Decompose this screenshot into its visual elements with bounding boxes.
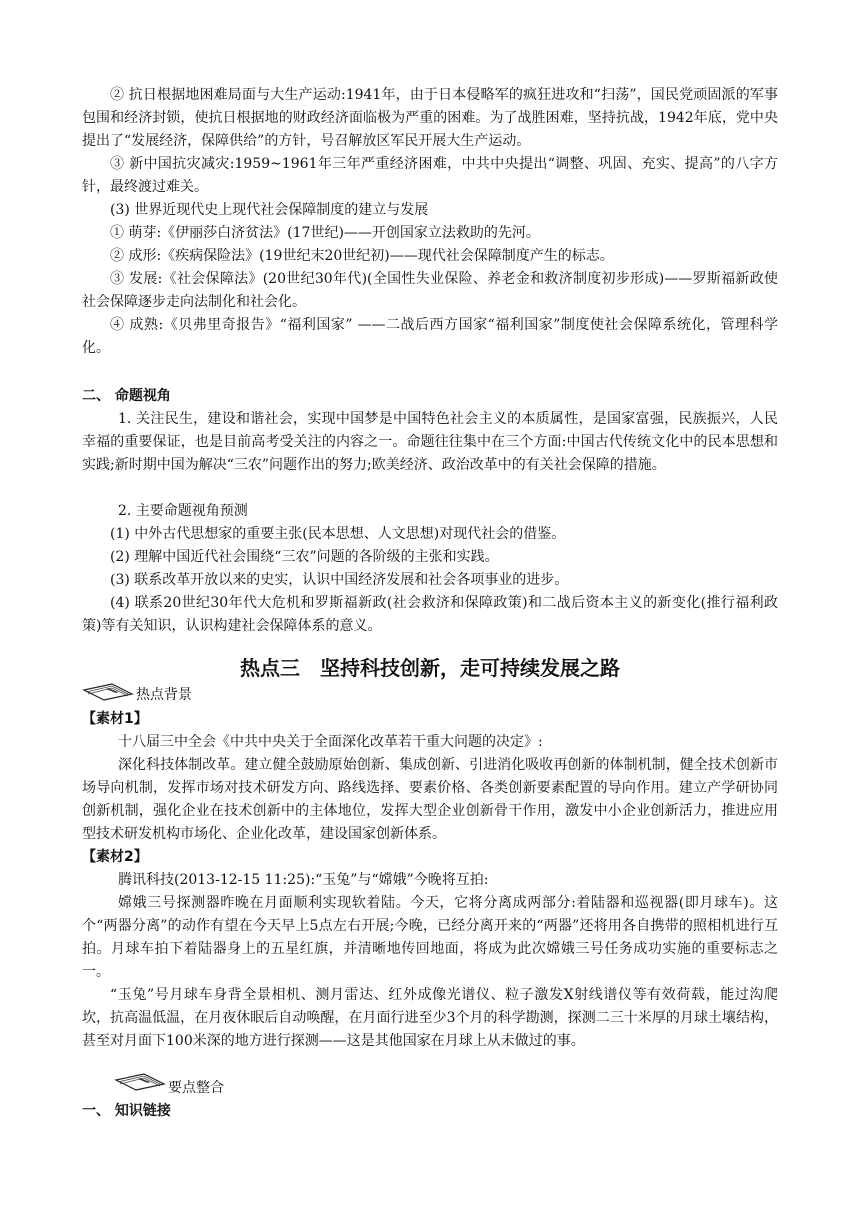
material-1-body: 深化科技体制改革。建立健全鼓励原始创新、集成创新、引进消化吸收再创新的体制机制，健全技术创新市场导向机制，发挥市场对技术研发方向、路线选择、要素价格、各类创新要素配置的导向作用。建立产学研协同创新机制，强化企业在技术创新中的主体地位，发挥大型企业创新骨干作用，激发中小企业创新活力，推进应用型技术研发机构市场化、企业化改革，建设国家创新体系。 xyxy=(82,757,778,842)
list-item-prediction-3: (3) 联系改革开放以来的史实，认识中国经济发展和社会各项事业的进步。 xyxy=(110,572,569,588)
list-item-prediction-4: (4) 联系20世纪30年代大危机和罗斯福新政(社会救济和保障政策)和二战后资本主义的新变化(推行福利政策)等有关知识，认识构建社会保障体系的意义。 xyxy=(82,595,778,634)
material-2-source: 腾讯科技(2013-12-15 11:25):“玉兔”与“嫦娥”今晚将互拍: xyxy=(118,872,489,888)
list-item-development: ③ 发展:《社会保障法》(20世纪30年代)(全国性失业保险、养老金和救济制度初步形成)——罗斯福新政使社会保障逐步走向法制化和社会化。 xyxy=(82,271,778,310)
pen-notebook-icon xyxy=(82,680,134,702)
section-heading-exam-perspective: 二、 命题视角 xyxy=(82,388,171,404)
list-item-maturity: ④ 成熟:《贝弗里奇报告》“福利国家” ——二战后西方国家“福利国家”制度使社会保障系统化，管理科学化。 xyxy=(82,317,778,356)
material-2-paragraph-2: “玉兔”号月球车身背全景相机、测月雷达、红外成像光谱仪、粒子激发X射线谱仪等有效荷载，能过沟爬坎，抗高温低温，在月夜休眠后自动唤醒，在月面行进至少3个月的科学勘测，探测二三十米厚的月球土壤结构，甚至对月面下100米深的地方进行探测——这是其他国家在月球上从未做过的事。 xyxy=(82,987,778,1049)
subsection-title-world-social-security: (3) 世界近现代史上现代社会保障制度的建立与发展 xyxy=(110,202,429,218)
section-heading-knowledge-links: 一、 知识链接 xyxy=(82,1103,171,1119)
paragraph-anti-japanese-base: ② 抗日根据地困难局面与大生产运动:1941年，由于日本侵略军的疯狂进攻和“扫荡”，国民党顽固派的军事包围和经济封锁，使抗日根据地的财政经济面临极为严重的困难。为了战胜困难，坚持抗战，1942年底，党中央提出了“发展经济，保障供给”的方针，号召解放区军民开展大生产运动。 xyxy=(82,87,778,149)
material-1-label: 【素材1】 xyxy=(82,711,148,727)
label-key-points: 要点整合 xyxy=(168,1080,224,1096)
pen-notebook-icon xyxy=(114,1070,166,1092)
label-hotspot-background: 热点背景 xyxy=(136,687,192,703)
list-item-formation: ② 成形:《疾病保险法》(19世纪末20世纪初)——现代社会保障制度产生的标志。 xyxy=(110,248,614,264)
material-1-source: 十八届三中全会《中共中央关于全面深化改革若干重大问题的决定》: xyxy=(118,734,543,750)
material-2-label: 【素材2】 xyxy=(82,849,148,865)
list-item-sprout: ① 萌芽:《伊丽莎白济贫法》(17世纪)——开创国家立法救助的先河。 xyxy=(110,225,540,241)
paragraph-prediction-heading: 2. 主要命题视角预测 xyxy=(118,503,248,519)
paragraph-new-china-disaster: ③ 新中国抗灾减灾:1959~1961年三年严重经济困难，中共中央提出“调整、巩固、充实、提高”的八字方针，最终渡过难关。 xyxy=(82,156,778,195)
list-item-prediction-1: (1) 中外古代思想家的重要主张(民本思想、人文思想)对现代社会的借鉴。 xyxy=(110,526,566,542)
material-2-paragraph-1: 嫦娥三号探测器昨晚在月面顺利实现软着陆。今天，它将分离成两部分:着陆器和巡视器(即月球车)。这个“两器分离”的动作有望在今天早上5点左右开展;今晚，已经分离开来的“两器”还将用各自携带的照相机进行互拍。月球车拍下着陆器身上的五星红旗，并清晰地传回地面，将成为此次嫦娥三号任务成功实施的重要标志之一。 xyxy=(82,895,778,980)
list-item-prediction-2: (2) 理解中国近代社会围绕“三农”问题的各阶级的主张和实践。 xyxy=(110,549,499,565)
hotspot-title: 热点三 坚持科技创新，走可持续发展之路 xyxy=(240,656,620,680)
paragraph-focus-livelihood: 1. 关注民生，建设和谐社会，实现中国梦是中国特色社会主义的本质属性，是国家富强，民族振兴，人民幸福的重要保证，也是目前高考受关注的内容之一。命题往往集中在三个方面:中国古代传统文化中的民本思想和实践;新时期中国为解决“三农”问题作出的努力;欧美经济、政治改革中的有关社会保障的措施。 xyxy=(82,411,778,473)
